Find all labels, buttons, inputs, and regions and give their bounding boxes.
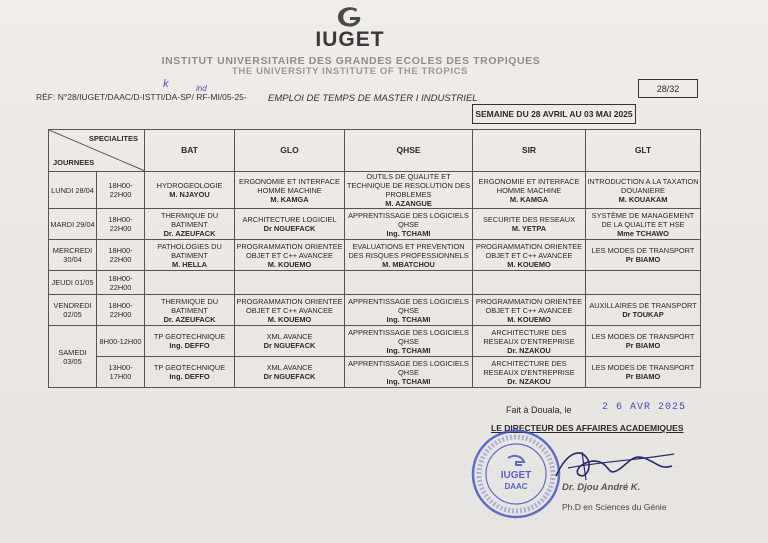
schedule-cell bbox=[235, 295, 345, 326]
teacher-name: Dr. NZAKOU bbox=[507, 345, 551, 355]
week-box: SEMAINE DU 28 AVRIL AU 03 MAI 2025 bbox=[472, 104, 636, 124]
schedule-cell bbox=[345, 271, 473, 295]
teacher-name: Ing. TCHAMI bbox=[386, 228, 431, 238]
teacher-name: Dr TOUKAP bbox=[622, 310, 664, 319]
teacher-name: M. KOUEMO bbox=[507, 314, 551, 324]
institute-name-en: THE UNIVERSITY INSTITUTE OF THE TROPICS bbox=[232, 66, 468, 77]
schedule-cell bbox=[145, 240, 235, 271]
corner-cell bbox=[49, 130, 145, 172]
teacher-name: Dr. NZAKOU bbox=[507, 376, 551, 386]
schedule-cell bbox=[473, 209, 586, 240]
schedule-cell bbox=[473, 240, 586, 271]
schedule-cell bbox=[235, 172, 345, 209]
teacher-name: Ing. DEFFO bbox=[169, 341, 210, 350]
course-name: ERGONOMIE ET INTERFACE HOMME MACHINE bbox=[239, 176, 340, 195]
teacher-name: Dr NGUEFACK bbox=[263, 341, 316, 350]
schedule-cell bbox=[145, 326, 235, 357]
schedule-cell bbox=[145, 295, 235, 326]
teacher-name: Pr BIAMO bbox=[625, 372, 661, 381]
course-name: EVALUATIONS ET PREVENTION DES RISQUES PROFESSIONNELS bbox=[348, 241, 469, 260]
schedule-cell bbox=[473, 326, 586, 357]
course-name: LES MODES DE TRANSPORT bbox=[591, 332, 695, 341]
journees-label: JOURNEES bbox=[53, 158, 95, 167]
time-cell: 13H00-17H00 bbox=[97, 357, 145, 388]
course-name: TP GEOTECHNIQUE bbox=[153, 363, 226, 372]
day-cell: JEUDI 01/05 bbox=[49, 271, 97, 295]
time-cell: 8H00-12H00 bbox=[97, 326, 145, 357]
signatory-credential: Ph.D en Sciences du Génie bbox=[562, 502, 667, 512]
teacher-name: M. KAMGA bbox=[270, 194, 309, 204]
schedule-cell bbox=[586, 326, 701, 357]
table-row bbox=[49, 209, 701, 240]
teacher-name: M. HELLA bbox=[172, 259, 207, 269]
teacher-name: Mme TCHAWO bbox=[617, 228, 669, 238]
day-cell: LUNDI 28/04 bbox=[49, 172, 97, 209]
course-name: AUXILLAIRES DE TRANSPORT bbox=[589, 301, 697, 310]
course-name: ARCHITECTURE DES RESEAUX D'ENTREPRISE bbox=[483, 358, 575, 377]
column-header: GLT bbox=[586, 130, 701, 172]
document-title: EMPLOI DE TEMPS DE MASTER I INDUSTRIEL bbox=[268, 93, 478, 104]
course-name: INTRODUCTION A LA TAXATION DOUANIERE bbox=[587, 176, 699, 195]
schedule-cell bbox=[145, 271, 235, 295]
teacher-name: M. AZANGUE bbox=[385, 199, 432, 208]
course-name: ERGONOMIE ET INTERFACE HOMME MACHINE bbox=[478, 176, 580, 195]
schedule-cell bbox=[145, 172, 235, 209]
teacher-name: Pr BIAMO bbox=[625, 341, 661, 350]
schedule-cell bbox=[345, 295, 473, 326]
schedule-cell bbox=[586, 240, 701, 271]
timetable bbox=[48, 129, 701, 388]
schedule-cell bbox=[345, 209, 473, 240]
table-row bbox=[49, 271, 701, 295]
time-cell: 18H00-22H00 bbox=[97, 209, 145, 240]
table-header-row bbox=[49, 130, 701, 172]
timetable-body bbox=[49, 172, 701, 388]
teacher-name: M. NJAYOU bbox=[169, 190, 210, 199]
schedule-cell bbox=[145, 209, 235, 240]
schedule-cell bbox=[345, 357, 473, 388]
teacher-name: M. YETPA bbox=[511, 224, 547, 233]
specialites-label: SPECIALITES bbox=[88, 134, 138, 143]
course-name: APPRENTISSAGE DES LOGICIELS QHSE bbox=[348, 210, 469, 229]
teacher-name: Dr. AZEUFACK bbox=[163, 228, 216, 238]
signatory-name: Dr. Djou André K. bbox=[562, 482, 641, 493]
schedule-cell bbox=[473, 295, 586, 326]
time-cell: 18H00-22H00 bbox=[97, 271, 145, 295]
logo-emblem-icon bbox=[333, 6, 367, 30]
day-cell: VENDREDI 02/05 bbox=[49, 295, 97, 326]
director-title: LE DIRECTEUR DES AFFAIRES ACADEMIQUES bbox=[491, 423, 684, 433]
teacher-name: Pr BIAMO bbox=[625, 255, 661, 264]
handwritten-mark-small: ind bbox=[196, 84, 207, 93]
course-name: SYSTÈME DE MANAGEMENT DE LA QUALITE ET HSE bbox=[591, 210, 695, 229]
teacher-name: M. KOUEMO bbox=[267, 259, 312, 269]
table-row bbox=[49, 326, 701, 357]
course-name: THERMIQUE DU BATIMENT bbox=[160, 296, 219, 315]
column-header: QHSE bbox=[345, 130, 473, 172]
schedule-cell bbox=[345, 326, 473, 357]
teacher-name: Dr NGUEFACK bbox=[263, 372, 316, 381]
schedule-cell bbox=[345, 172, 473, 209]
teacher-name: M. KOUAKAM bbox=[618, 194, 668, 204]
schedule-cell bbox=[473, 271, 586, 295]
course-name: XML AVANCE bbox=[266, 332, 313, 341]
schedule-cell bbox=[235, 271, 345, 295]
teacher-name: Ing. TCHAMI bbox=[386, 314, 431, 324]
time-cell: 18H00-22H00 bbox=[97, 172, 145, 209]
teacher-name: Ing. TCHAMI bbox=[386, 345, 431, 355]
handwritten-mark: k bbox=[163, 78, 169, 90]
schedule-cell bbox=[586, 271, 701, 295]
schedule-cell bbox=[235, 240, 345, 271]
schedule-cell bbox=[586, 172, 701, 209]
teacher-name: M. MBATCHOU bbox=[382, 259, 435, 269]
course-name: ARCHITECTURE DES RESEAUX D'ENTREPRISE bbox=[483, 327, 575, 346]
course-name: PROGRAMMATION ORIENTEE OBJET ET C++ AVANCEE bbox=[236, 296, 343, 315]
table-row bbox=[49, 357, 701, 388]
course-name: XML AVANCE bbox=[266, 363, 313, 372]
reference-number: RÉF: N°28/IUGET/DAAC/D-ISTTI/DA-SP/ RF-MI/05-25- bbox=[36, 92, 247, 102]
course-name: SECURITE DES RESEAUX bbox=[483, 215, 575, 224]
logo-text: IUGET bbox=[315, 28, 385, 51]
course-name: TP GEOTECHNIQUE bbox=[153, 332, 226, 341]
course-name: PROGRAMMATION ORIENTEE OBJET ET C++ AVANCEE bbox=[475, 241, 583, 260]
svg-text:DAAC: DAAC bbox=[504, 482, 528, 491]
day-cell: MERCREDI 30/04 bbox=[49, 240, 97, 271]
schedule-cell bbox=[145, 357, 235, 388]
course-name: APPRENTISSAGE DES LOGICIELS QHSE bbox=[348, 296, 469, 315]
course-name: PROGRAMMATION ORIENTEE OBJET ET C++ AVANCEE bbox=[236, 241, 343, 260]
teacher-name: Ing. TCHAMI bbox=[386, 376, 431, 386]
schedule-cell bbox=[235, 357, 345, 388]
course-name: APPRENTISSAGE DES LOGICIELS QHSE bbox=[348, 327, 469, 346]
teacher-name: M. KAMGA bbox=[509, 194, 549, 204]
teacher-name: M. KOUEMO bbox=[507, 259, 551, 269]
course-name: LES MODES DE TRANSPORT bbox=[591, 246, 695, 255]
schedule-cell bbox=[345, 240, 473, 271]
table-row bbox=[49, 240, 701, 271]
course-name: PATHOLOGIES DU BATIMENT bbox=[157, 241, 222, 260]
column-header: SIR bbox=[473, 130, 586, 172]
time-cell: 18H00-22H00 bbox=[97, 295, 145, 326]
svg-text:IUGET: IUGET bbox=[500, 470, 532, 481]
column-header: GLO bbox=[235, 130, 345, 172]
place-label: Fait à Douala, le bbox=[506, 405, 572, 415]
table-row bbox=[49, 172, 701, 209]
course-name: THERMIQUE DU BATIMENT bbox=[160, 210, 219, 229]
course-name: HYDROGEOLOGIE bbox=[156, 181, 223, 190]
iuget-logo bbox=[305, 6, 395, 54]
table-row bbox=[49, 295, 701, 326]
schedule-cell bbox=[473, 357, 586, 388]
page-number-box: 28/32 bbox=[638, 79, 698, 98]
course-name: PROGRAMMATION ORIENTEE OBJET ET C++ AVANCEE bbox=[475, 296, 583, 315]
schedule-cell bbox=[586, 295, 701, 326]
schedule-cell bbox=[586, 357, 701, 388]
institute-name-fr: INSTITUT UNIVERSITAIRE DES GRANDES ECOLES DES TROPIQUES bbox=[161, 55, 541, 67]
schedule-cell bbox=[586, 209, 701, 240]
course-name: ARCHITECTURE LOGICIEL bbox=[242, 215, 337, 224]
course-name: OUTILS DE QUALITE ET TECHNIQUE DE RESOLUTION DES PROBLEMES bbox=[346, 172, 471, 199]
date-stamp: 2 6 AVR 2025 bbox=[602, 402, 687, 413]
teacher-name: Dr NGUEFACK bbox=[263, 224, 316, 233]
course-name: APPRENTISSAGE DES LOGICIELS QHSE bbox=[348, 358, 469, 377]
schedule-cell bbox=[235, 209, 345, 240]
time-cell: 18H00-22H00 bbox=[97, 240, 145, 271]
day-cell: SAMEDI 03/05 bbox=[49, 326, 97, 388]
day-cell: MARDI 29/04 bbox=[49, 209, 97, 240]
column-header: BAT bbox=[145, 130, 235, 172]
teacher-name: Ing. DEFFO bbox=[169, 372, 210, 381]
schedule-cell bbox=[473, 172, 586, 209]
teacher-name: M. KOUEMO bbox=[267, 314, 312, 324]
course-name: LES MODES DE TRANSPORT bbox=[591, 363, 695, 372]
teacher-name: Dr. AZEUFACK bbox=[163, 314, 216, 324]
schedule-cell bbox=[235, 326, 345, 357]
